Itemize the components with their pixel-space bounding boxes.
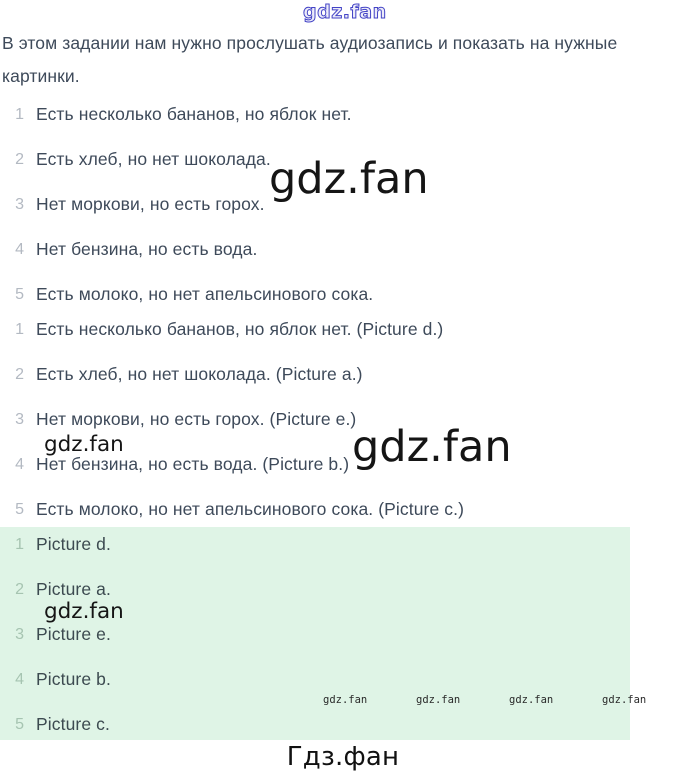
list-item [0, 227, 660, 272]
list-item-text: Нет моркови, но есть горох. [36, 194, 265, 214]
list-item-text: Picture e. [36, 624, 111, 644]
task-list [0, 92, 660, 317]
watermark-gdzfan-top: gdz.fan [303, 1, 387, 23]
list-item-text: Есть молоко, но нет апельсинового сока. (Picture c.) [36, 499, 465, 519]
list-item-number: 2 [15, 580, 24, 598]
list-item-number: 5 [15, 285, 24, 303]
watermark-gdzfan-small-2: gdz.fan [44, 599, 124, 624]
list-item-text: Picture a. [36, 579, 111, 599]
watermark-gdzfan-large-2: gdz.fan [352, 422, 512, 472]
answer-list [0, 307, 660, 532]
list-item-text: Есть хлеб, но нет шоколада. [36, 149, 271, 169]
list-item-number: 4 [15, 455, 24, 473]
list-item-number: 1 [15, 320, 24, 338]
list-item [0, 522, 660, 567]
list-item-text: Есть хлеб, но нет шоколада. (Picture a.) [36, 364, 363, 384]
list-item-text: Нет моркови, но есть горох. (Picture e.) [36, 409, 357, 429]
list-item-number: 3 [15, 195, 24, 213]
list-item [0, 137, 660, 182]
watermark-gdzfan-tiny-1: gdz.fan [323, 694, 368, 706]
list-item-text: Picture d. [36, 534, 111, 554]
list-item-text: Нет бензина, но есть вода. [36, 239, 258, 259]
list-item-number: 1 [15, 535, 24, 553]
list-item [0, 92, 660, 137]
list-item-number: 1 [15, 105, 24, 123]
watermark-gdzfan-tiny-2: gdz.fan [416, 694, 461, 706]
list-item [0, 397, 660, 442]
list-item [0, 307, 660, 352]
footer-brand: Гдз.фан [286, 742, 400, 772]
list-item-text: Есть несколько бананов, но яблок нет. (Picture d.) [36, 319, 444, 339]
list-item-number: 2 [15, 150, 24, 168]
list-item-text: Есть несколько бананов, но яблок нет. [36, 104, 352, 124]
list-item [0, 612, 660, 657]
list-item [0, 567, 660, 612]
list-item-number: 4 [15, 670, 24, 688]
watermark-gdzfan-tiny-4: gdz.fan [602, 694, 647, 706]
list-item-number: 3 [15, 410, 24, 428]
list-item-number: 2 [15, 365, 24, 383]
summary-list [0, 522, 660, 747]
list-item [0, 182, 660, 227]
list-item-text: Нет бензина, но есть вода. (Picture b.) [36, 454, 350, 474]
list-item-number: 5 [15, 500, 24, 518]
watermark-gdzfan-large-1: gdz.fan [269, 154, 429, 204]
list-item-number: 4 [15, 240, 24, 258]
list-item-number: 3 [15, 625, 24, 643]
list-item [0, 657, 660, 702]
list-item-number: 5 [15, 715, 24, 733]
task-intro-text: В этом задании нам нужно прослушать аудиозапись и показать на нужные картинки. [2, 33, 618, 86]
list-item [0, 702, 660, 747]
watermark-gdzfan-small-1: gdz.fan [44, 432, 124, 457]
watermark-gdzfan-tiny-3: gdz.fan [509, 694, 554, 706]
list-item-text: Picture b. [36, 669, 111, 689]
list-item-text: Picture c. [36, 714, 110, 734]
list-item [0, 352, 660, 397]
list-item-text: Есть молоко, но нет апельсинового сока. [36, 284, 374, 304]
list-item [0, 442, 660, 487]
